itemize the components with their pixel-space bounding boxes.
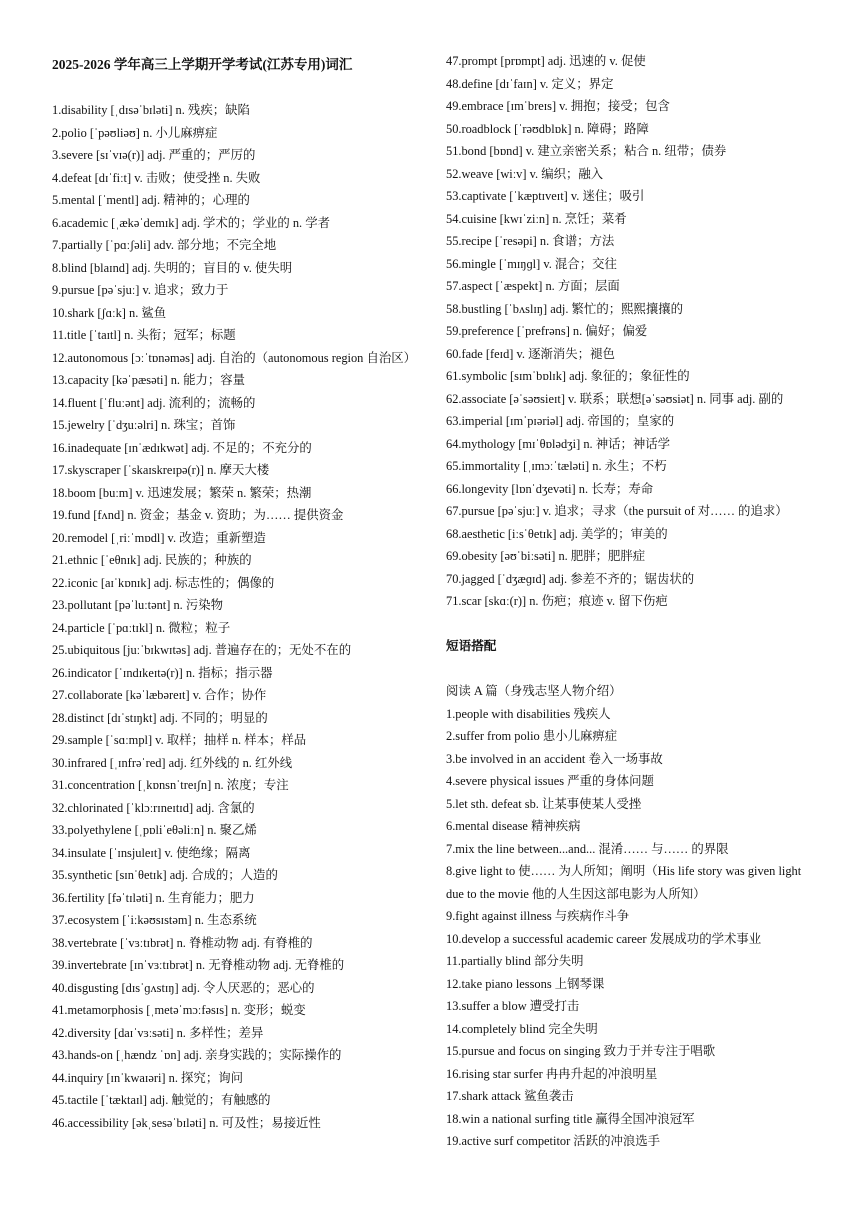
vocab-entry: 51.bond [bɒnd] v. 建立亲密关系；粘合 n. 纽带；债券	[446, 144, 727, 158]
phrase-entry: 3.be involved in an accident 卷入一场事故	[446, 751, 663, 766]
vocab-entry: 45.tactile [ˈtæktaɪl] adj. 触觉的；有触感的	[52, 1093, 271, 1107]
document-title: 2025-2026 学年高三上学期开学考试(江苏专用)词汇	[52, 57, 353, 72]
vocab-entry: 71.scar [skɑː(r)] n. 伤疤；痕迹 v. 留下伤疤	[446, 594, 668, 608]
vocab-entry: 17.skyscraper [ˈskaɪskreɪpə(r)] n. 摩天大楼	[52, 463, 270, 477]
vocab-entry: 21.ethnic [ˈeθnɪk] adj. 民族的；种族的	[52, 553, 252, 567]
vocab-entry: 49.embrace [ɪmˈbreɪs] v. 拥抱；接受；包含	[446, 99, 670, 113]
vocab-entry: 28.distinct [dɪˈstɪŋkt] adj. 不同的；明显的	[52, 710, 268, 725]
vocab-entry: 60.fade [feɪd] v. 逐渐消失；褪色	[446, 346, 615, 361]
vocab-entry: 66.longevity [lɒnˈdʒevəti] n. 长寿；寿命	[446, 481, 654, 496]
vocab-entry: 6.academic [ˌækəˈdemɪk] adj. 学术的；学业的 n. 学者	[52, 215, 331, 230]
vocab-entry: 22.iconic [aɪˈkɒnɪk] adj. 标志性的；偶像的	[52, 575, 275, 590]
vocab-entry: 43.hands-on [ˌhændz ˈɒn] adj. 亲身实践的；实际操作的	[52, 1048, 342, 1062]
vocab-entry: 9.pursue [pəˈsjuː] v. 追求；致力于	[52, 283, 229, 297]
vocab-entry: 27.collaborate [kəˈlæbəreɪt] v. 合作；协作	[52, 688, 267, 702]
vocab-entry: 37.ecosystem [ˈiːkəʊsɪstəm] n. 生态系统	[52, 913, 257, 927]
vocab-entry: 41.metamorphosis [ˌmetəˈmɔːfəsɪs] n. 变形；蜕变	[52, 1003, 306, 1017]
vocab-entry: 24.particle [ˈpɑːtɪkl] n. 微粒；粒子	[52, 620, 231, 635]
vocab-entry: 38.vertebrate [ˈvɜːtɪbrət] n. 脊椎动物 adj. 有脊椎的	[52, 935, 313, 950]
phrase-entry: 1.people with disabilities 残疾人	[446, 706, 611, 721]
phrase-entry: 6.mental disease 精神疾病	[446, 819, 581, 833]
vocab-entry: 20.remodel [ˌriːˈmɒdl] v. 改造；重新塑造	[52, 530, 266, 545]
vocab-entry: 36.fertility [fəˈtɪləti] n. 生育能力；肥力	[52, 890, 255, 905]
vocab-entry: 54.cuisine [kwɪˈziːn] n. 烹饪；菜肴	[446, 211, 627, 226]
phrase-entry: 18.win a national surfing title 赢得全国冲浪冠军	[446, 1111, 695, 1126]
vocab-entry: 47.prompt [prɒmpt] adj. 迅速的 v. 促使	[446, 54, 646, 68]
vocab-entry: 69.obesity [əʊˈbiːsəti] n. 肥胖；肥胖症	[446, 549, 646, 563]
vocab-entry: 59.preference [ˈprefrəns] n. 偏好；偏爱	[446, 324, 648, 338]
vocab-entry: 70.jagged [ˈdʒæɡɪd] adj. 参差不齐的；锯齿状的	[446, 571, 695, 586]
reading-section-label: 阅读 A 篇（身残志坚人物介绍）	[446, 684, 622, 698]
vocab-entry: 13.capacity [kəˈpæsəti] n. 能力；容量	[52, 373, 246, 387]
vocab-entry: 5.mental [ˈmentl] adj. 精神的；心理的	[52, 193, 250, 207]
vocab-entry: 64.mythology [mɪˈθɒlədʒi] n. 神话；神话学	[446, 436, 671, 451]
vocab-entry: 11.title [ˈtaɪtl] n. 头衔；冠军；标题	[52, 328, 236, 342]
vocab-entry: 32.chlorinated [ˈklɔːrɪneɪtɪd] adj. 含氯的	[52, 800, 255, 815]
phrase-entry: 4.severe physical issues 严重的身体问题	[446, 774, 654, 788]
spacer	[52, 77, 422, 100]
phrase-entry: 14.completely blind 完全失明	[446, 1021, 598, 1036]
vocab-entry: 39.invertebrate [ɪnˈvɜːtɪbrət] n. 无脊椎动物 adj. 无脊椎的	[52, 958, 345, 972]
vocab-entry: 19.fund [fʌnd] n. 资金；基金 v. 资助；为…… 提供资金	[52, 508, 344, 522]
vocab-entry: 44.inquiry [ɪnˈkwaɪəri] n. 探究；询问	[52, 1070, 243, 1085]
vocab-entry: 65.immortality [ˌɪmɔːˈtæləti] n. 永生；不朽	[446, 459, 667, 473]
phrase-list	[446, 703, 818, 1153]
phrase-entry: 11.partially blind 部分失明	[446, 954, 584, 968]
vocab-entry: 16.inadequate [ɪnˈædɪkwət] adj. 不足的；不充分的	[52, 440, 312, 455]
vocab-entry: 34.insulate [ˈɪnsjuleɪt] v. 使绝缘；隔离	[52, 845, 251, 860]
vocab-entry: 7.partially [ˈpɑːʃəli] adv. 部分地；不完全地	[52, 238, 277, 252]
vocab-entry: 29.sample [ˈsɑːmpl] v. 取样；抽样 n. 样本；样品	[52, 733, 307, 747]
phrase-entry: 17.shark attack 鲨鱼袭击	[446, 1089, 574, 1103]
phrase-entry: 7.mix the line between...and... 混淆…… 与…… 的界限	[446, 841, 729, 856]
vocab-entry: 1.disability [ˌdɪsəˈbɪləti] n. 残疾；缺陷	[52, 103, 250, 117]
vocab-entry: 18.boom [buːm] v. 迅速发展；繁荣 n. 繁荣；热潮	[52, 485, 312, 500]
vocab-entry: 35.synthetic [sɪnˈθetɪk] adj. 合成的；人造的	[52, 868, 278, 882]
vocab-entry: 2.polio [ˈpəʊliəʊ] n. 小儿麻痹症	[52, 125, 218, 140]
phrase-entry: 19.active surf competitor 活跃的冲浪选手	[446, 1134, 661, 1148]
vocab-entry: 62.associate [əˈsəʊsieɪt] v. 联系；联想[əˈsəʊsiət] n. 同事 adj. 副的	[446, 391, 784, 406]
vocab-entry: 33.polyethylene [ˌpɒliˈeθəliːn] n. 聚乙烯	[52, 823, 257, 837]
vocab-entry: 50.roadblock [ˈrəʊdblɒk] n. 障碍；路障	[446, 121, 649, 136]
phrase-entry: 12.take piano lessons 上钢琴课	[446, 976, 605, 991]
vocab-entry: 31.concentration [ˌkɒnsnˈtreɪʃn] n. 浓度；专注	[52, 778, 289, 792]
phrase-entry: 5.let sth. defeat sb. 让某事使某人受挫	[446, 796, 642, 811]
vocab-entry: 3.severe [sɪˈvɪə(r)] adj. 严重的；严厉的	[52, 148, 256, 162]
phrase-entry: 9.fight against illness 与疾病作斗争	[446, 909, 630, 923]
vocab-entry: 4.defeat [dɪˈfiːt] v. 击败；使受挫 n. 失败	[52, 170, 261, 185]
vocab-entry: 56.mingle [ˈmɪŋɡl] v. 混合；交往	[446, 256, 617, 271]
vocab-entry: 68.aesthetic [iːsˈθetɪk] adj. 美学的；审美的	[446, 526, 668, 541]
vocab-entry: 12.autonomous [ɔːˈtɒnəməs] adj. 自治的（autonomous region 自治区）	[52, 350, 417, 365]
vocab-entry: 46.accessibility [əkˌsesəˈbɪləti] n. 可及性；易接近性	[52, 1115, 321, 1130]
vocab-entry: 40.disgusting [dɪsˈɡʌstɪŋ] adj. 令人厌恶的；恶心的	[52, 980, 315, 995]
vocab-entry: 23.pollutant [pəˈluːtənt] n. 污染物	[52, 598, 224, 612]
phrase-entry: 13.suffer a blow 遭受打击	[446, 999, 580, 1013]
vocab-entry: 55.recipe [ˈresəpi] n. 食谱；方法	[446, 234, 615, 248]
vocab-entry: 53.captivate [ˈkæptɪveɪt] v. 迷住；吸引	[446, 189, 645, 203]
spacer	[446, 613, 818, 636]
vocab-entry: 61.symbolic [sɪmˈbɒlɪk] adj. 象征的；象征性的	[446, 369, 690, 383]
phrase-entry: 8.give light to 使…… 为人所知；阐明（His life story was given light due to the movie 他的人生因这部电影为人所知）	[446, 864, 802, 901]
left-column	[52, 50, 422, 1134]
vocab-entry: 57.aspect [ˈæspekt] n. 方面；层面	[446, 279, 620, 293]
vocab-entry: 52.weave [wiːv] v. 编织；融入	[446, 166, 604, 181]
vocab-entry: 48.define [dɪˈfaɪn] v. 定义；界定	[446, 76, 614, 91]
vocab-entry: 58.bustling [ˈbʌslɪŋ] adj. 繁忙的；熙熙攘攘的	[446, 301, 684, 316]
phrase-entry: 2.suffer from polio 患小儿麻痹症	[446, 729, 618, 743]
vocab-entry: 67.pursue [pəˈsjuː] v. 追求；寻求（the pursuit of 对…… 的追求）	[446, 504, 788, 518]
vocab-entry: 30.infrared [ˌɪnfrəˈred] adj. 红外线的 n. 红外线	[52, 755, 293, 770]
vocab-entry: 14.fluent [ˈfluːənt] adj. 流利的；流畅的	[52, 395, 256, 410]
spacer	[446, 658, 818, 681]
vocab-entry: 63.imperial [ɪmˈpɪəriəl] adj. 帝国的；皇家的	[446, 414, 675, 428]
right-column	[446, 50, 818, 1153]
vocab-entry: 15.jewelry [ˈdʒuːəlri] n. 珠宝；首饰	[52, 418, 236, 432]
vocabulary-list-left	[52, 99, 422, 1134]
vocab-entry: 42.diversity [daɪˈvɜːsəti] n. 多样性；差异	[52, 1025, 264, 1040]
phrase-section-heading: 短语搭配	[446, 639, 497, 653]
vocabulary-list-right	[446, 50, 818, 613]
phrase-entry: 15.pursue and focus on singing 致力于并专注于唱歌	[446, 1044, 716, 1058]
vocab-entry: 26.indicator [ˈɪndɪkeɪtə(r)] n. 指标；指示器	[52, 665, 273, 680]
phrase-entry: 16.rising star surfer 冉冉升起的冲浪明星	[446, 1066, 658, 1081]
vocab-entry: 10.shark [ʃɑːk] n. 鲨鱼	[52, 305, 167, 320]
vocab-entry: 8.blind [blaɪnd] adj. 失明的；盲目的 v. 使失明	[52, 260, 293, 275]
vocab-entry: 25.ubiquitous [juːˈbɪkwɪtəs] adj. 普遍存在的；无处不在的	[52, 643, 352, 657]
phrase-entry: 10.develop a successful academic career 发展成功的学术事业	[446, 931, 762, 946]
